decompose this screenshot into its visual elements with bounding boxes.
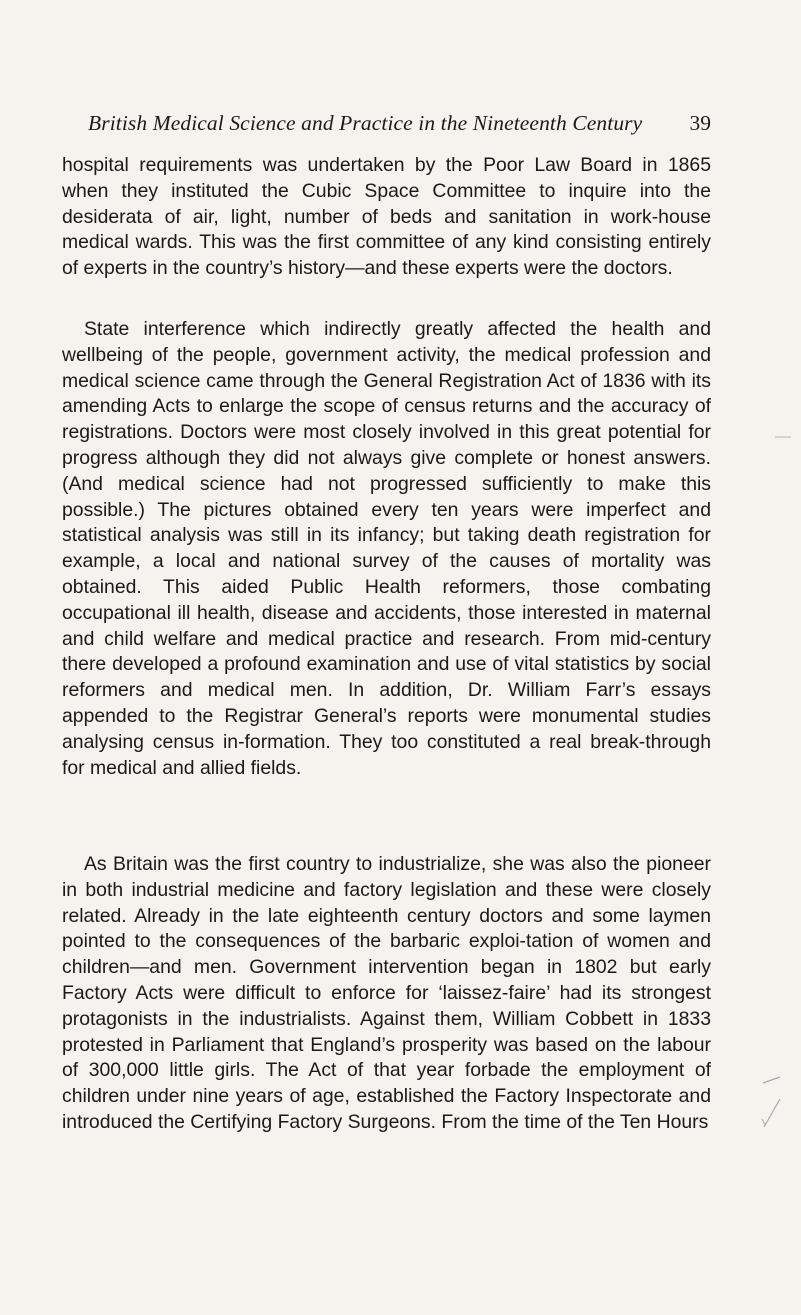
paragraph-continuation: hospital requirements was undertaken by the Poor Law Board in 1865 when they instituted the Cubic Space Committee to inquire into the desiderata of air, light, number of beds and sanitation in work-house medical wards. This was the first committee of any kind consisting entirely of experts in the country’s history—and these experts were the doctors. (62, 154, 711, 280)
paragraph-industrial-medicine: As Britain was the first country to industrialize, she was also the pioneer in both industrial medicine and factory legislation and these were closely related. Already in the late eighteenth century doctors and some laymen pointed to the consequences of the barbaric exploi-tation of women and children—and men. Government intervention began in 1802 but early Factory Acts were difficult to enforce for ‘laissez-faire’ had its strongest protagonists in the industrialists. Against them, William Cobbett in 1833 protested in Parliament that England’s prosperity was based on the labour of 300,000 little girls. The Act of that year forbade the employment of children under nine years of age, established the Factory Inspectorate and introduced the Certifying Factory Surgeons. From the time of the Ten Hours (62, 853, 711, 1133)
running-title: British Medical Science and Practice in the Nineteenth Century (88, 111, 643, 135)
margin-dash-icon (774, 434, 792, 440)
margin-tick-icon (760, 1075, 784, 1131)
paragraph-registration: State interference which indirectly greatly affected the health and wellbeing of the people, government activity, the medical profession and medical science came through the General Registration Act of 1836 with its amending Acts to enlarge the scope of census returns and the accuracy of registrations. Doctors were most closely involved in this great potential for progress although they did not always give complete or honest answers. (And medical science had not progressed sufficiently to make this possible.) The pictures obtained every ten years were imperfect and statistical analysis was still in its infancy; but taking death registration for example, a local and national survey of the causes of mortality was obtained. This aided Public Health reformers, those combating occupational ill health, disease and accidents, those interested in maternal and child welfare and medical practice and research. From mid-century there developed a profound examination and use of vital statistics by social reformers and medical men. In addition, Dr. William Farr’s essays appended to the Registrar General’s reports were monumental studies analysing census in-formation. They too constituted a real break-through for medical and allied fields. (62, 318, 711, 779)
running-head (88, 111, 711, 141)
page-number: 39 (689, 111, 711, 135)
